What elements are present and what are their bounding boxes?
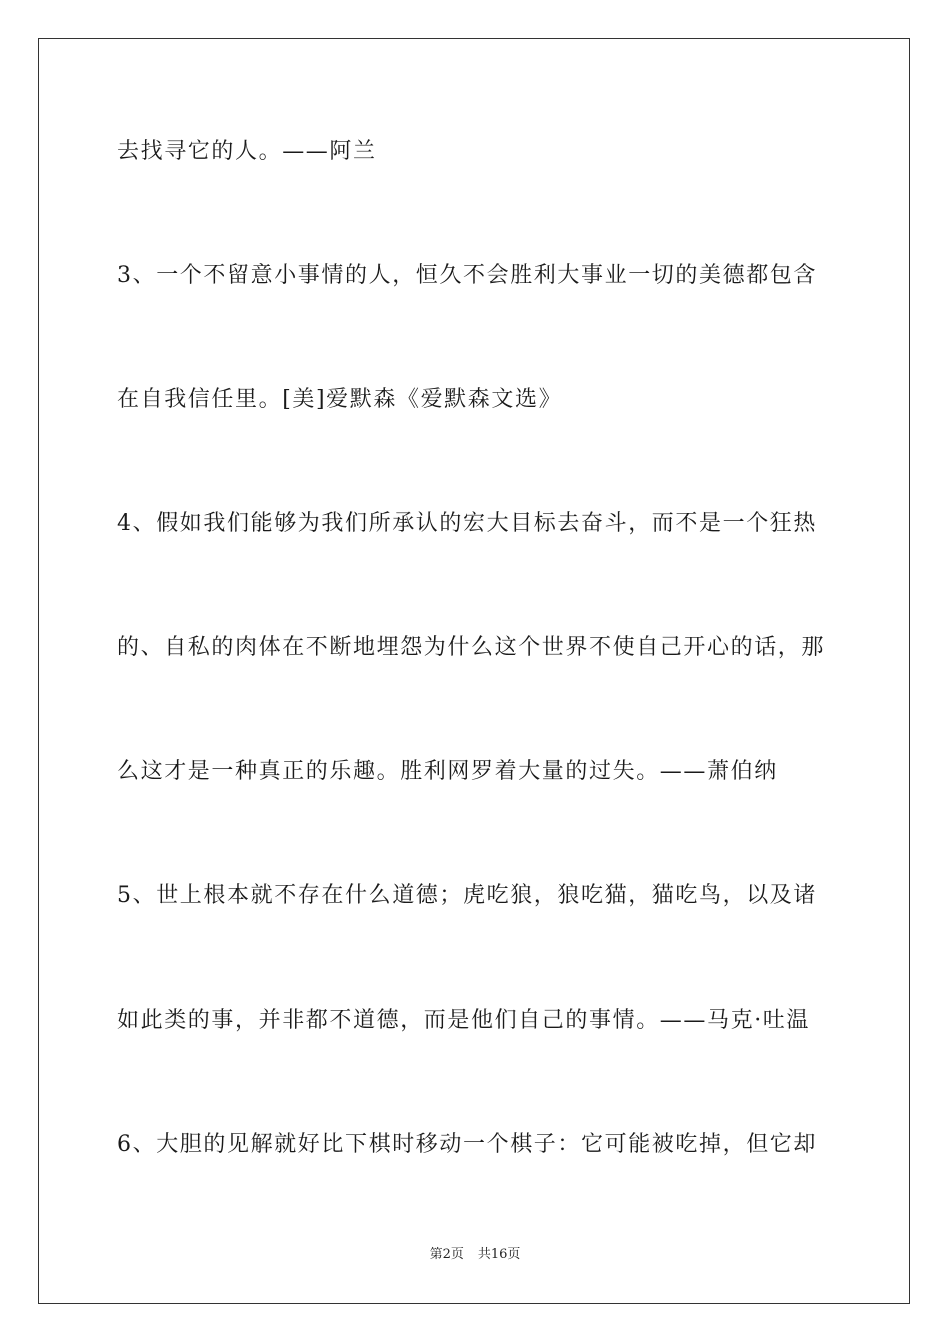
page-border xyxy=(38,38,910,1304)
text-line: 在自我信任里。[美]爱默森《爱默森文选》 xyxy=(117,387,563,412)
text-line: 去找寻它的人。——阿兰 xyxy=(117,139,377,164)
text-line: 3、一个不留意小事情的人，恒久不会胜利大事业一切的美德都包含 xyxy=(117,263,817,288)
text-line: 的、自私的肉体在不断地埋怨为什么这个世界不使自己开心的话，那 xyxy=(117,635,826,660)
text-line: 如此类的事，并非都不道德，而是他们自己的事情。——马克·吐温 xyxy=(117,1008,810,1033)
text-line: 4、假如我们能够为我们所承认的宏大目标去奋斗，而不是一个狂热 xyxy=(117,511,817,536)
page-total: 共16页 xyxy=(477,1247,521,1262)
page-footer xyxy=(0,1246,950,1264)
page-number: 第2页 xyxy=(429,1247,464,1262)
text-line: 么这才是一种真正的乐趣。胜利网罗着大量的过失。——萧伯纳 xyxy=(117,759,778,784)
text-line: 6、大胆的见解就好比下棋时移动一个棋子：它可能被吃掉，但它却 xyxy=(117,1132,817,1157)
text-line: 5、世上根本就不存在什么道德；虎吃狼，狼吃猫，猫吃鸟，以及诸 xyxy=(117,883,817,908)
